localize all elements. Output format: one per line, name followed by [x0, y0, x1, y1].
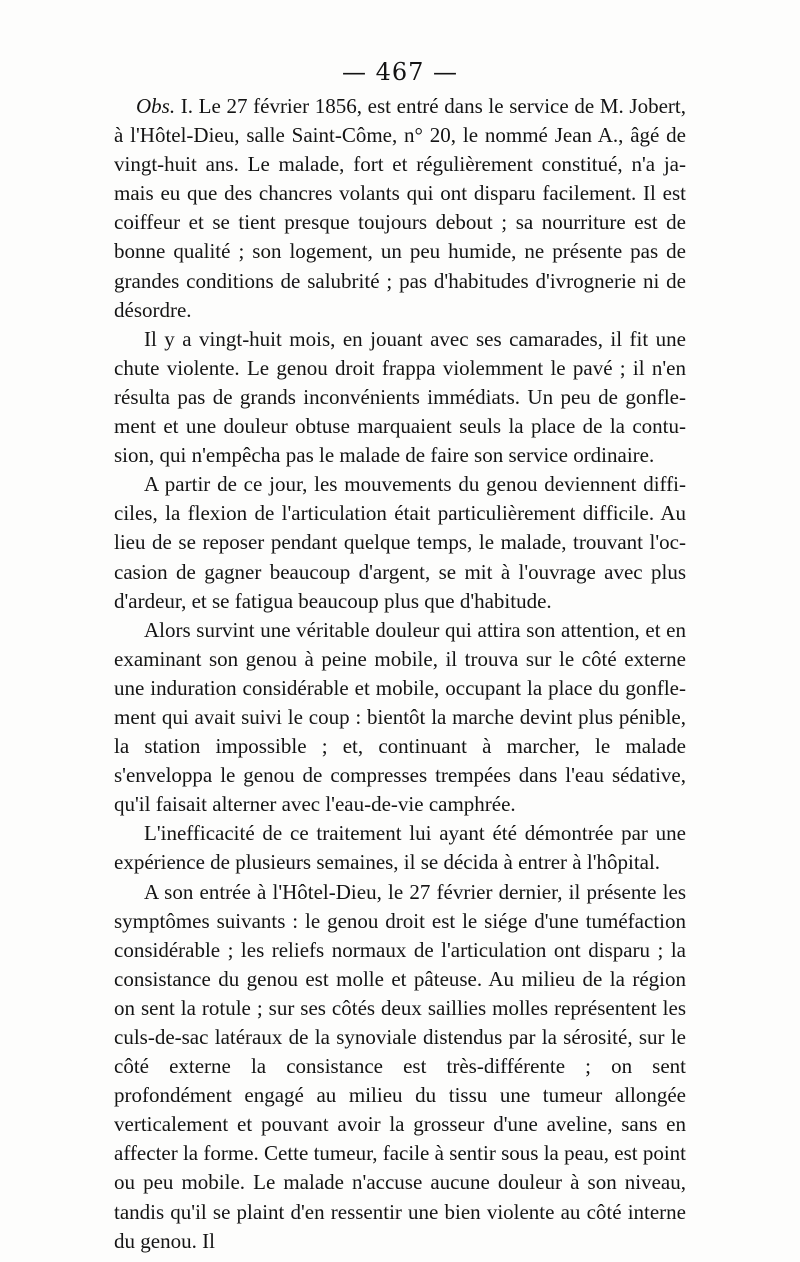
paragraph-3: A partir de ce jour, les mouvements du genou deviennent difficiles, la flexion de l'articulation était particulièrement difficile. Au lieu de se reposer pendant quelque temps, le malade, trouvant l'occasion de gagner beaucoup d'argent, se mit à l'ouvrage avec plus d'ardeur, et se fatigua beaucoup plus que d'habitude. — [114, 472, 686, 613]
paragraph-1 — [114, 92, 686, 325]
paragraph-5: L'inefficacité de ce traitement lui ayant été démontrée par une expérience de plusieurs semaines, il se décida à entrer à l'hôpital. — [114, 821, 686, 875]
paragraph-4: Alors survint une véritable douleur qui attira son attention, et en examinant son genou à peine mobile, il trouva sur le côté externe une induration considérable et mobile, occupant la place du gonflement qui avait suivi le coup : bientôt la marche devint plus pénible, la station impossible ; et, continuant à marcher, le malade s'enveloppa le genou de compresses trempées dans l'eau sédative, qu'il faisait alterner avec l'eau-de-vie camphrée. — [114, 617, 686, 817]
page-number: — 467 — — [341, 58, 459, 86]
observation-label: Obs. — [136, 94, 176, 118]
paragraph-1-text: I. Le 27 février 1856, est entré dans le service de M. Jobert, à l'Hôtel-Dieu, salle Saint-Côme, n° 20, le nommé Jean A., âgé de vingt-huit ans. Le malade, fort et régulièrement constitué, n'a jamais eu que des chancres volants qui ont disparu facilement. Il est coiffeur et se tient presque toujours debout ; sa nourriture est de bonne qualité ; son logement, un peu humide, ne présente pas de grandes conditions de salubrité ; pas d'habitudes d'ivrognerie ni de désordre. — [114, 94, 686, 322]
page-body-text — [114, 92, 686, 1256]
paragraph-6: A son entrée à l'Hôtel-Dieu, le 27 février dernier, il présente les symptômes suivants : le genou droit est le siége d'une tuméfaction considérable ; les reliefs normaux de l'articulation ont disparu ; la consistance du genou est molle et pâteuse. Au milieu de la région on sent la rotule ; sur ses côtés deux saillies molles représentent les culs-de-sac latéraux de la synoviale distendus par la sérosité, sur le côté externe la consistance est très-différente ; on sent profondément engagé au milieu du tissu une tumeur allongée verticalement et pouvant avoir la grosseur d'une aveline, sans en affecter la forme. Cette tumeur, facile à sentir sous la peau, est point ou peu mobile. Le malade n'accuse aucune douleur à son niveau, tandis qu'il se plaint d'en ressentir une bien violente au côté interne du genou. Il — [114, 879, 686, 1253]
paragraph-2: Il y a vingt-huit mois, en jouant avec ses camarades, il fit une chute violente. Le genou droit frappa violemment le pavé ; il n'en résulta pas de grands inconvénients immédiats. Un peu de gonflement et une douleur obtuse marquaient seuls la place de la contusion, qui n'empêcha pas le malade de faire son service ordinaire. — [114, 326, 686, 468]
